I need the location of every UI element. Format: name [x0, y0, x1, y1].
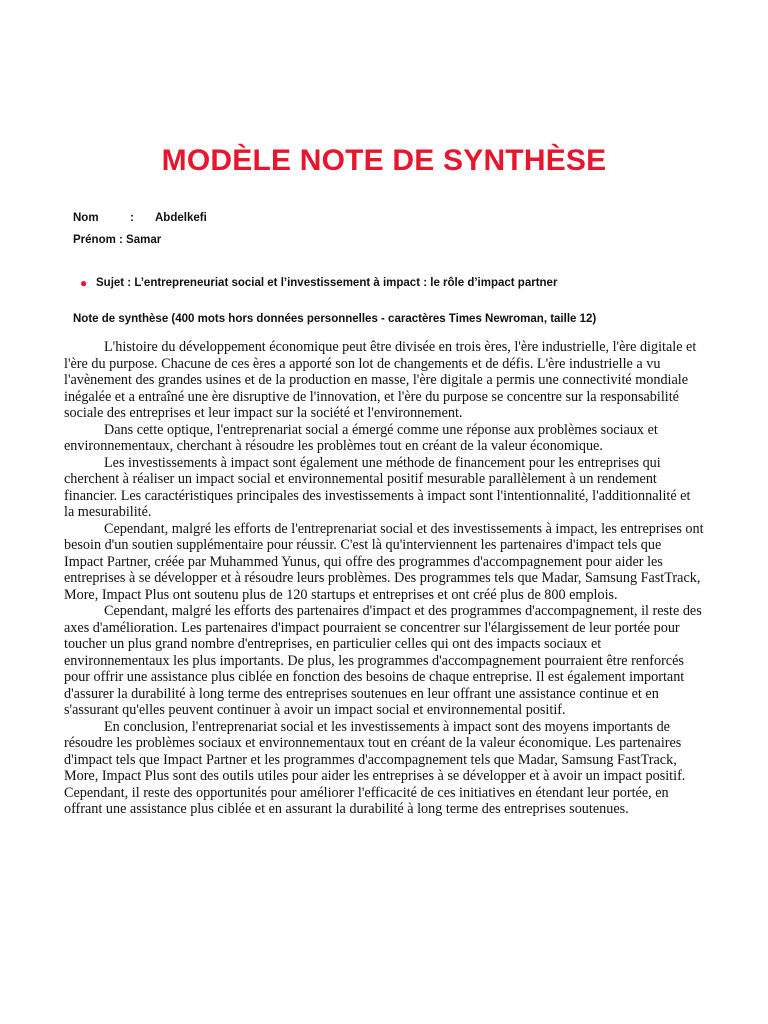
prenom-label: Prénom : — [73, 234, 123, 246]
prenom-line — [73, 234, 161, 246]
note-heading: Note de synthèse (400 mots hors données personnelles - caractères Times Newroman, taille 12) — [73, 313, 597, 325]
paragraph: Les investissements à impact sont également une méthode de financement pour les entreprises qui cherchent à réaliser un impact social et environnemental positif mesurable parallèlement à un rendement financier. Les caractéristiques principales des investissements à impact sont l'intentionnalité, l'additionnalité et la mesurabilité. — [64, 454, 691, 520]
paragraph: Cependant, malgré les efforts des partenaires d'impact et des programmes d'accompagnement, il reste des axes d'amélioration. Les partenaires d'impact pourraient se concentrer sur l'élargissement de leur portée pour toucher un plus grand nombre d'entreprises, en particulier celles qui ont des impacts sociaux et environnementaux les plus importants. De plus, les programmes d'accompagnement pourraient être renforcés pour offrir une assistance plus ciblée en fonction des besoins de chaque entreprise. Il est également important d'assurer la durabilité à long terme des entreprises soutenues en leur offrant une assistance continue et en s'assurant qu'elles peuvent continuer à avoir un impact social et environnemental positif. — [64, 603, 702, 718]
subject-line — [80, 276, 558, 290]
nom-value: Abdelkefi — [155, 212, 207, 224]
prenom-value: Samar — [126, 234, 162, 246]
subject-text: Sujet : L’entrepreneuriat social et l’investissement à impact : le rôle d’impact partner — [96, 277, 558, 289]
paragraph: Dans cette optique, l'entreprenariat social a émergé comme une réponse aux problèmes sociaux et environnementaux, cherchant à résoudre les problèmes tout en créant de la valeur économique. — [64, 421, 658, 454]
nom-colon: : — [130, 212, 134, 224]
bullet-dot-icon: ● — [80, 276, 88, 290]
body-text — [64, 339, 704, 818]
paragraph: En conclusion, l'entreprenariat social et les investissements à impact sont des moyens importants de résoudre les problèmes sociaux et environnementaux tout en créant de la valeur économique. Les partenaires d'impact tels que Impact Partner et les programmes d'accompagnement tels que Madar, Samsung FastTrack, More, Impact Plus sont des outils utiles pour aider les entreprises à se développer et à avoir un impact positif. Cependant, il reste des opportunités pour améliorer l'efficacité de ces initiatives en étendant leur portée, en offrant une assistance plus ciblée et en assurant la durabilité à long terme des entreprises soutenues. — [64, 718, 686, 817]
paragraph: Cependant, malgré les efforts de l'entreprenariat social et des investissements à impact, les entreprises ont besoin d'un soutien supplémentaire pour réussir. C'est là qu'interviennent les partenaires d'impact tels que Impact Partner, créée par Muhammed Yunus, qui offre des programmes d'accompagnement pour aider les entreprises à se développer et à résoudre leurs problèmes. Des programmes tels que Madar, Samsung FastTrack, More, Impact Plus ont soutenu plus de 120 startups et entreprises et ont créé plus de 800 emplois. — [64, 520, 704, 603]
document-title: MODÈLE NOTE DE SYNTHÈSE — [161, 144, 607, 177]
paragraph: L'histoire du développement économique peut être divisée en trois ères, l'ère industrielle, l'ère digitale et l'ère du purpose. Chacune de ces ères a apporté son lot de changements et de défis. L'ère industrielle a vu l'avènement des grandes usines et de la production en masse, l'ère digitale a permis une connectivité mondiale inégalée et a entraîné une ère disruptive de l'innovation, et l'ère du purpose se concentre sur la responsabilité sociale des entreprises et leur impact sur la société et l'environnement. — [64, 339, 697, 421]
nom-line — [73, 212, 207, 224]
nom-label: Nom — [73, 212, 99, 224]
